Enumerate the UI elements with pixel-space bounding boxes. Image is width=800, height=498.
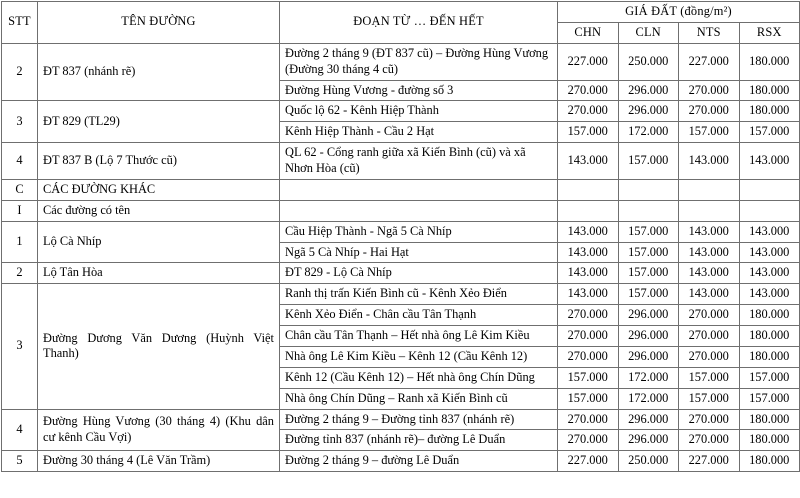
- cell-price-rsx: 180.000: [739, 43, 800, 80]
- cell-price-nts: 270.000: [679, 430, 740, 451]
- table-row: [2, 263, 800, 284]
- cell-price-nts: 157.000: [679, 388, 740, 409]
- cell-price-chn: 270.000: [558, 305, 619, 326]
- cell-segment: Kênh Xẻo Điển - Chân cầu Tân Thạnh: [280, 305, 558, 326]
- cell-stt: 3: [2, 101, 38, 143]
- cell-price-rsx: 180.000: [739, 346, 800, 367]
- cell-stt: 2: [2, 263, 38, 284]
- cell-price-chn: 270.000: [558, 101, 619, 122]
- cell-price-rsx: 143.000: [739, 143, 800, 180]
- cell-price-nts: 270.000: [679, 409, 740, 430]
- cell-price-nts: 227.000: [679, 43, 740, 80]
- cell-segment: Kênh Hiệp Thành - Cầu 2 Hạt: [280, 122, 558, 143]
- cell-price-chn: 143.000: [558, 143, 619, 180]
- cell-price-chn: 270.000: [558, 80, 619, 101]
- cell-price-cln: 296.000: [618, 101, 679, 122]
- column-header-chn: CHN: [558, 22, 619, 43]
- cell-segment: Đường tỉnh 837 (nhánh rẽ)– đường Lê Duẩn: [280, 430, 558, 451]
- cell-price-cln: [618, 179, 679, 200]
- table-row: [2, 284, 800, 305]
- column-header-stt: STT: [2, 2, 38, 44]
- cell-price-cln: 157.000: [618, 242, 679, 263]
- cell-segment: Cầu Hiệp Thành - Ngã 5 Cà Nhíp: [280, 221, 558, 242]
- column-header-price-group: GIÁ ĐẤT (đồng/m²): [558, 2, 800, 23]
- cell-price-rsx: 180.000: [739, 101, 800, 122]
- cell-price-rsx: 180.000: [739, 430, 800, 451]
- cell-price-nts: 270.000: [679, 101, 740, 122]
- cell-price-cln: 296.000: [618, 430, 679, 451]
- cell-price-cln: [618, 200, 679, 221]
- cell-price-cln: 250.000: [618, 43, 679, 80]
- cell-price-rsx: 143.000: [739, 242, 800, 263]
- cell-segment: [280, 179, 558, 200]
- cell-price-chn: [558, 200, 619, 221]
- cell-segment: Nhà ông Chín Dũng – Ranh xã Kiến Bình cũ: [280, 388, 558, 409]
- cell-stt: 4: [2, 409, 38, 451]
- table-row: [2, 101, 800, 122]
- cell-price-nts: 143.000: [679, 143, 740, 180]
- cell-price-rsx: 180.000: [739, 409, 800, 430]
- cell-price-cln: 157.000: [618, 221, 679, 242]
- cell-road-name: ĐT 829 (TL29): [38, 101, 280, 143]
- cell-price-cln: 157.000: [618, 143, 679, 180]
- cell-segment: Nhà ông Lê Kim Kiều – Kênh 12 (Cầu Kênh 12): [280, 346, 558, 367]
- table-row: [2, 43, 800, 80]
- cell-price-chn: 270.000: [558, 346, 619, 367]
- cell-segment: ĐT 829 - Lộ Cà Nhíp: [280, 263, 558, 284]
- cell-stt: C: [2, 179, 38, 200]
- cell-price-chn: 227.000: [558, 451, 619, 472]
- cell-price-nts: 227.000: [679, 451, 740, 472]
- cell-price-chn: 227.000: [558, 43, 619, 80]
- cell-road-name: Đường Hùng Vương (30 tháng 4) (Khu dân cư kênh Cầu Vợi): [38, 409, 280, 451]
- cell-price-chn: 157.000: [558, 122, 619, 143]
- cell-price-nts: 157.000: [679, 122, 740, 143]
- cell-price-nts: 270.000: [679, 80, 740, 101]
- cell-price-rsx: 143.000: [739, 284, 800, 305]
- cell-road-name: Lộ Tân Hòa: [38, 263, 280, 284]
- table-row: [2, 200, 800, 221]
- cell-segment: Đường 2 tháng 9 – Đường tỉnh 837 (nhánh rẽ): [280, 409, 558, 430]
- cell-price-rsx: [739, 200, 800, 221]
- cell-price-chn: 157.000: [558, 388, 619, 409]
- cell-price-cln: 296.000: [618, 346, 679, 367]
- cell-price-rsx: 180.000: [739, 80, 800, 101]
- cell-price-nts: 270.000: [679, 326, 740, 347]
- cell-price-chn: 143.000: [558, 284, 619, 305]
- cell-stt: 2: [2, 43, 38, 101]
- cell-segment: Ngã 5 Cà Nhíp - Hai Hạt: [280, 242, 558, 263]
- cell-segment: Đường Hùng Vương - đường số 3: [280, 80, 558, 101]
- cell-price-cln: 157.000: [618, 284, 679, 305]
- cell-price-cln: 157.000: [618, 263, 679, 284]
- cell-price-cln: 172.000: [618, 122, 679, 143]
- cell-price-cln: 296.000: [618, 80, 679, 101]
- cell-stt: 3: [2, 284, 38, 409]
- cell-price-nts: 270.000: [679, 305, 740, 326]
- cell-road-name: ĐT 837 (nhánh rẽ): [38, 43, 280, 101]
- cell-price-cln: 296.000: [618, 326, 679, 347]
- cell-stt: I: [2, 200, 38, 221]
- cell-segment: Đường 2 tháng 9 – đường Lê Duẩn: [280, 451, 558, 472]
- cell-segment: Đường 2 tháng 9 (ĐT 837 cũ) – Đường Hùng Vương (Đường 30 tháng 4 cũ): [280, 43, 558, 80]
- cell-price-rsx: 143.000: [739, 221, 800, 242]
- cell-stt: 4: [2, 143, 38, 180]
- cell-price-rsx: 157.000: [739, 122, 800, 143]
- cell-stt: 5: [2, 451, 38, 472]
- cell-price-nts: 270.000: [679, 346, 740, 367]
- cell-segment: Chân cầu Tân Thạnh – Hết nhà ông Lê Kim Kiều: [280, 326, 558, 347]
- cell-stt: 1: [2, 221, 38, 263]
- cell-price-rsx: 180.000: [739, 305, 800, 326]
- cell-price-chn: 143.000: [558, 263, 619, 284]
- table-header: [2, 2, 800, 44]
- cell-price-nts: [679, 200, 740, 221]
- cell-price-cln: 250.000: [618, 451, 679, 472]
- cell-price-chn: 143.000: [558, 242, 619, 263]
- table-row: [2, 143, 800, 180]
- cell-price-rsx: 180.000: [739, 451, 800, 472]
- column-header-road-name: TÊN ĐƯỜNG: [38, 2, 280, 44]
- cell-section-label: CÁC ĐƯỜNG KHÁC: [38, 179, 280, 200]
- cell-price-chn: 270.000: [558, 409, 619, 430]
- column-header-segment: ĐOẠN TỪ … ĐẾN HẾT: [280, 2, 558, 44]
- cell-segment: QL 62 - Cổng ranh giữa xã Kiến Bình (cũ) và xã Nhơn Hòa (cũ): [280, 143, 558, 180]
- cell-segment: [280, 200, 558, 221]
- cell-price-rsx: 157.000: [739, 367, 800, 388]
- table-row: [2, 451, 800, 472]
- cell-segment: Quốc lộ 62 - Kênh Hiệp Thành: [280, 101, 558, 122]
- cell-price-cln: 296.000: [618, 409, 679, 430]
- table-row: [2, 221, 800, 242]
- column-header-nts: NTS: [679, 22, 740, 43]
- cell-price-rsx: [739, 179, 800, 200]
- header-row-primary: [2, 2, 800, 23]
- cell-segment: Kênh 12 (Cầu Kênh 12) – Hết nhà ông Chín Dũng: [280, 367, 558, 388]
- cell-road-name: Đường 30 tháng 4 (Lê Văn Trầm): [38, 451, 280, 472]
- table-body: [2, 43, 800, 471]
- cell-price-chn: 270.000: [558, 326, 619, 347]
- cell-price-nts: 143.000: [679, 284, 740, 305]
- cell-price-rsx: 143.000: [739, 263, 800, 284]
- cell-price-rsx: 157.000: [739, 388, 800, 409]
- cell-price-nts: 143.000: [679, 221, 740, 242]
- cell-section-label: Các đường có tên: [38, 200, 280, 221]
- cell-road-name: Đường Dương Văn Dương (Huỳnh Việt Thanh): [38, 284, 280, 409]
- cell-price-cln: 172.000: [618, 388, 679, 409]
- cell-price-chn: 143.000: [558, 221, 619, 242]
- cell-road-name: ĐT 837 B (Lộ 7 Thước cũ): [38, 143, 280, 180]
- column-header-rsx: RSX: [739, 22, 800, 43]
- table-row: [2, 409, 800, 430]
- cell-price-nts: 143.000: [679, 263, 740, 284]
- cell-price-nts: [679, 179, 740, 200]
- cell-price-chn: 270.000: [558, 430, 619, 451]
- land-price-table: [1, 1, 800, 472]
- cell-price-nts: 143.000: [679, 242, 740, 263]
- cell-road-name: Lộ Cà Nhíp: [38, 221, 280, 263]
- cell-price-nts: 157.000: [679, 367, 740, 388]
- column-header-cln: CLN: [618, 22, 679, 43]
- cell-segment: Ranh thị trấn Kiến Bình cũ - Kênh Xẻo Điển: [280, 284, 558, 305]
- cell-price-chn: 157.000: [558, 367, 619, 388]
- cell-price-rsx: 180.000: [739, 326, 800, 347]
- table-row: [2, 179, 800, 200]
- cell-price-cln: 172.000: [618, 367, 679, 388]
- cell-price-cln: 296.000: [618, 305, 679, 326]
- cell-price-chn: [558, 179, 619, 200]
